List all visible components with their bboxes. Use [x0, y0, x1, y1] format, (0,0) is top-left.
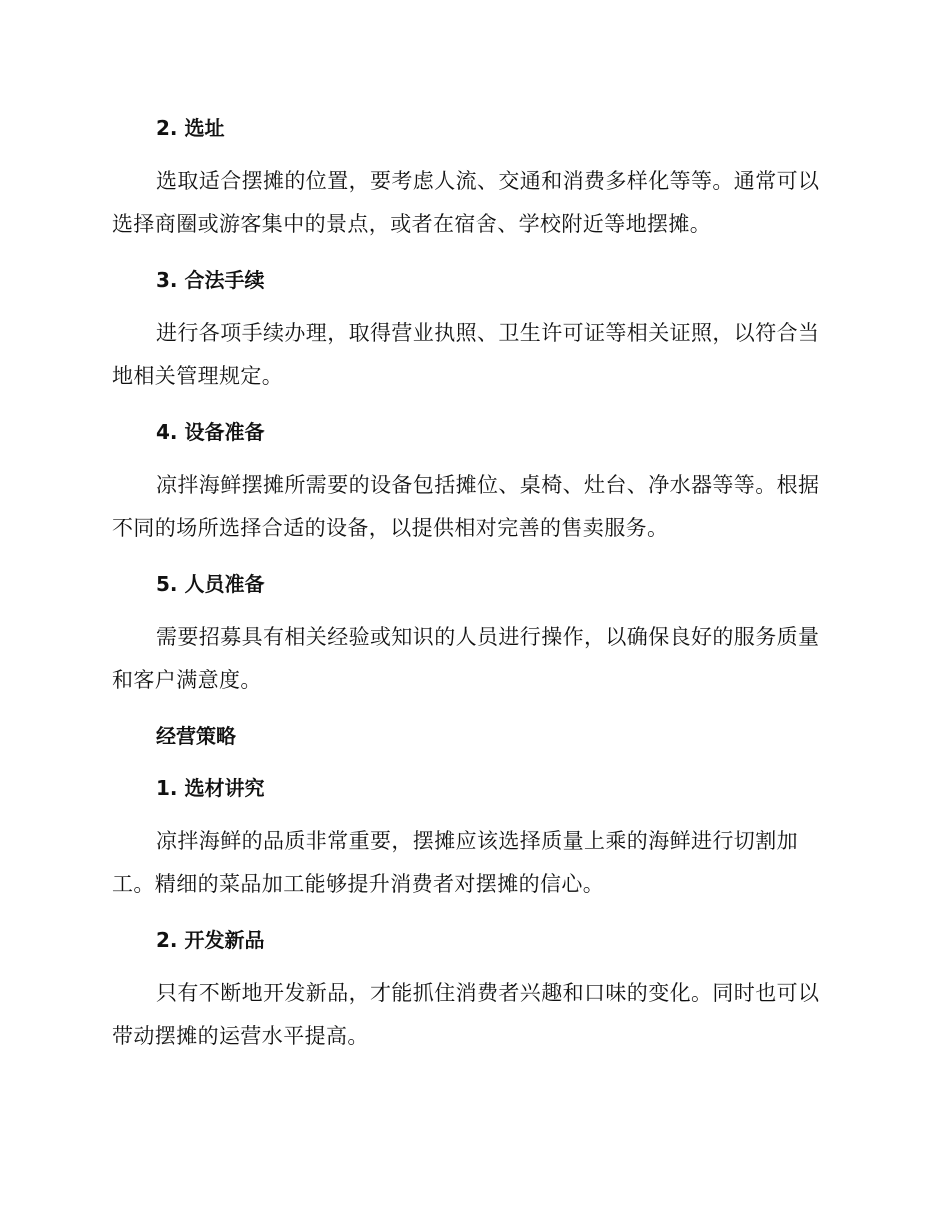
section-body-staffing: 需要招募具有相关经验或知识的人员进行操作，以确保良好的服务质量和客户满意度。 [112, 625, 820, 692]
section-heading-site-selection: 2. 选址 [156, 116, 225, 140]
document-content [112, 108, 832, 1072]
section-heading-equipment: 4. 设备准备 [156, 420, 265, 444]
section-heading-material-selection: 1. 选材讲究 [156, 776, 265, 800]
section-heading-staffing: 5. 人员准备 [156, 572, 265, 596]
section-heading-legal-procedures: 3. 合法手续 [156, 268, 265, 292]
section-body-site-selection: 选取适合摆摊的位置，要考虑人流、交通和消费多样化等等。通常可以选择商圈或游客集中的景点，或者在宿舍、学校附近等地摆摊。 [112, 169, 820, 236]
section-body-material-selection: 凉拌海鲜的品质非常重要，摆摊应该选择质量上乘的海鲜进行切割加工。精细的菜品加工能够提升消费者对摆摊的信心。 [112, 829, 798, 896]
section-body-new-products: 只有不断地开发新品，才能抓住消费者兴趣和口味的变化。同时也可以带动摆摊的运营水平提高。 [112, 981, 820, 1048]
section-body-legal-procedures: 进行各项手续办理，取得营业执照、卫生许可证等相关证照，以符合当地相关管理规定。 [112, 321, 820, 388]
section-heading-new-products: 2. 开发新品 [156, 928, 265, 952]
section-body-equipment: 凉拌海鲜摆摊所需要的设备包括摊位、桌椅、灶台、净水器等等。根据不同的场所选择合适的设备，以提供相对完善的售卖服务。 [112, 473, 820, 540]
section-heading-business-strategy: 经营策略 [156, 724, 236, 748]
